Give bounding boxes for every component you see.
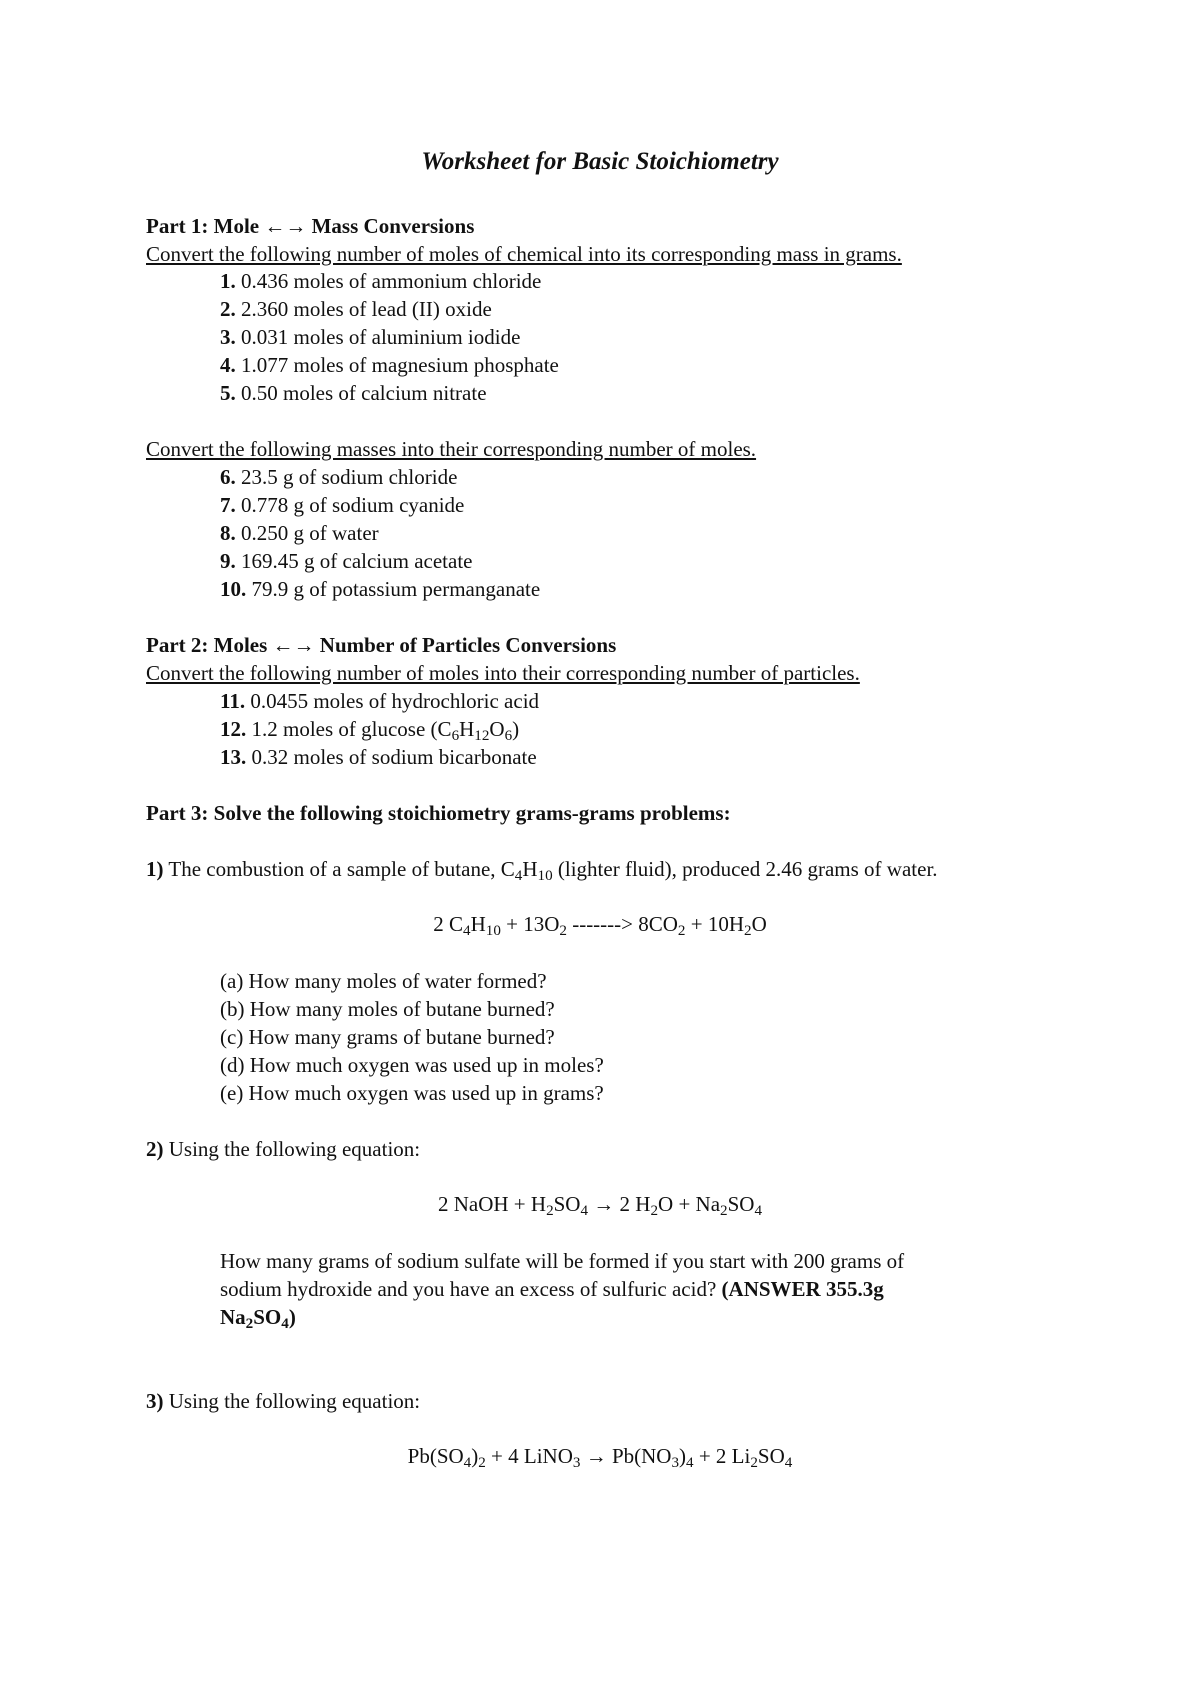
subscript: 2 [650,1202,659,1219]
part3-heading: Part 3: Solve the following stoichiometry grams-grams problems: [146,801,731,825]
equation-part: + 13O [500,912,560,936]
formula-part: SO [253,1305,282,1329]
question-text: sodium hydroxide and you have an excess of sulfuric acid? [220,1277,717,1301]
equation-part: ) [471,1444,479,1468]
item-text: 169.45 g of calcium acetate [241,549,473,573]
list-item [220,464,457,490]
list-item [220,492,464,518]
equation-3 [0,1444,1200,1469]
equation-part: SO [727,1192,755,1216]
question-number: 1) [146,857,164,881]
list-item [220,548,472,574]
item-text: 0.32 moles of sodium bicarbonate [251,745,537,769]
list-item [220,380,487,406]
item-number: 12. [220,717,247,741]
part2-instruction: Convert the following number of moles into their corresponding number of particles. [146,661,860,685]
equation-1 [0,912,1200,937]
page-title: Worksheet for Basic Stoichiometry [421,148,779,175]
list-item [220,296,492,322]
equation-part: + 2 Li [693,1444,751,1468]
item-number: 2. [220,297,236,321]
subscript: 4 [463,922,471,939]
formula-part: H [459,717,475,741]
subscript: 4 [463,1454,472,1471]
equation-2 [0,1192,1200,1217]
item-text: 1.077 moles of magnesium phosphate [241,353,559,377]
equation-part: SO [757,1444,785,1468]
item-text: 0.778 g of sodium cyanide [241,493,465,517]
list-item [220,576,540,602]
item-text [251,717,520,744]
question-2-text-line1: How many grams of sodium sulfate will be formed if you start with 200 grams of [220,1249,905,1273]
item-text: 0.031 moles of aluminium iodide [241,325,521,349]
subscript: 4 [784,1454,793,1471]
item-text: 0.436 moles of ammonium chloride [241,269,542,293]
subscript: 2 [546,1202,554,1219]
item-number: 6. [220,465,236,489]
part2-heading: Part 2: Moles ←→ Number of Particles Conversions [146,633,617,657]
subscript: 4 [514,867,523,884]
equation-part: O + Na [658,1192,721,1216]
equation-part: O [751,912,767,936]
question-2-text-line2 [220,1276,884,1302]
question-text: Using the following equation: [168,1389,421,1413]
equation-part: ) [679,1444,687,1468]
sub-question: (c) How many grams of butane burned? [220,1025,555,1049]
subscript: 10 [537,867,553,884]
equation-part: Pb(NO [611,1444,672,1468]
subscript: 2 [720,1202,728,1219]
reaction-arrow-icon: → [585,1444,607,1468]
subscript: 4 [754,1202,763,1219]
formula-part: ) [512,717,520,741]
item-number: 9. [220,549,236,573]
equation-part: Pb(SO [407,1444,464,1468]
formula-part: Na [220,1305,246,1329]
equation-part: 2 C [433,912,464,936]
sub-question: (b) How many moles of butane burned? [220,997,555,1021]
item-number: 5. [220,381,236,405]
equation-part: SO [553,1192,581,1216]
sub-question: (d) How much oxygen was used up in moles? [220,1053,604,1077]
item-number: 11. [220,689,246,713]
list-item [220,324,520,350]
question-text: Using the following equation: [168,1137,421,1161]
list-item [220,268,541,294]
question-1 [146,856,938,882]
equation-part: + 4 LiNO [485,1444,573,1468]
item-number: 4. [220,353,236,377]
part1-heading: Part 1: Mole ←→ Mass Conversions [146,214,475,238]
subscript: 2 [744,922,752,939]
item-number: 7. [220,493,236,517]
formula-part: ) [288,1305,296,1329]
item-text: 23.5 g of sodium chloride [241,465,458,489]
sub-question: (a) How many moles of water formed? [220,969,547,993]
equation-part: + 10H [685,912,744,936]
equation-part: H [470,912,486,936]
list-item [220,688,539,714]
reaction-arrow-icon: → [593,1192,615,1216]
subscript: 2 [245,1315,254,1332]
question-number: 2) [146,1137,164,1161]
question-number: 3) [146,1389,164,1413]
subscript: 2 [677,922,686,939]
sub-question: (e) How much oxygen was used up in grams? [220,1081,604,1105]
item-number: 8. [220,521,236,545]
item-number: 1. [220,269,236,293]
item-number: 3. [220,325,236,349]
subscript: 4 [580,1202,589,1219]
formula-part: O [489,717,505,741]
item-number: 10. [220,577,247,601]
question-text: (lighter fluid), produced 2.46 grams of water. [557,857,938,881]
item-text: 0.250 g of water [241,521,379,545]
question-2 [146,1136,420,1162]
subscript: 3 [572,1454,581,1471]
equation-part: 2 NaOH + H [437,1192,547,1216]
formula-part: H [522,857,538,881]
formula-part: 1.2 moles of glucose (C [251,717,452,741]
subscript: 2 [559,922,567,939]
answer-text: (ANSWER 355.3g [721,1277,884,1301]
subscript: 4 [281,1315,289,1332]
equation-part: 2 H [619,1192,651,1216]
subscript: 3 [671,1454,680,1471]
subscript: 6 [504,727,513,744]
item-text: 0.50 moles of calcium nitrate [241,381,487,405]
equation-part: -------> 8CO [566,912,678,936]
subscript: 10 [485,922,501,939]
part1-instruction-a: Convert the following number of moles of chemical into its corresponding mass in grams. [146,242,902,266]
part1-instruction-b: Convert the following masses into their corresponding number of moles. [146,437,757,461]
subscript: 6 [451,727,460,744]
subscript: 2 [750,1454,758,1471]
subscript: 2 [478,1454,486,1471]
question-3 [146,1388,420,1414]
list-item [220,520,379,546]
subscript: 12 [474,727,490,744]
item-number: 13. [220,745,247,769]
list-item [220,744,537,770]
subscript: 4 [686,1454,694,1471]
list-item [220,716,519,742]
answer-formula [220,1304,296,1330]
item-text: 79.9 g of potassium permanganate [251,577,541,601]
question-text: The combustion of a sample of butane, C [168,857,515,881]
list-item [220,352,559,378]
item-text: 2.360 moles of lead (II) oxide [241,297,492,321]
item-text: 0.0455 moles of hydrochloric acid [250,689,540,713]
